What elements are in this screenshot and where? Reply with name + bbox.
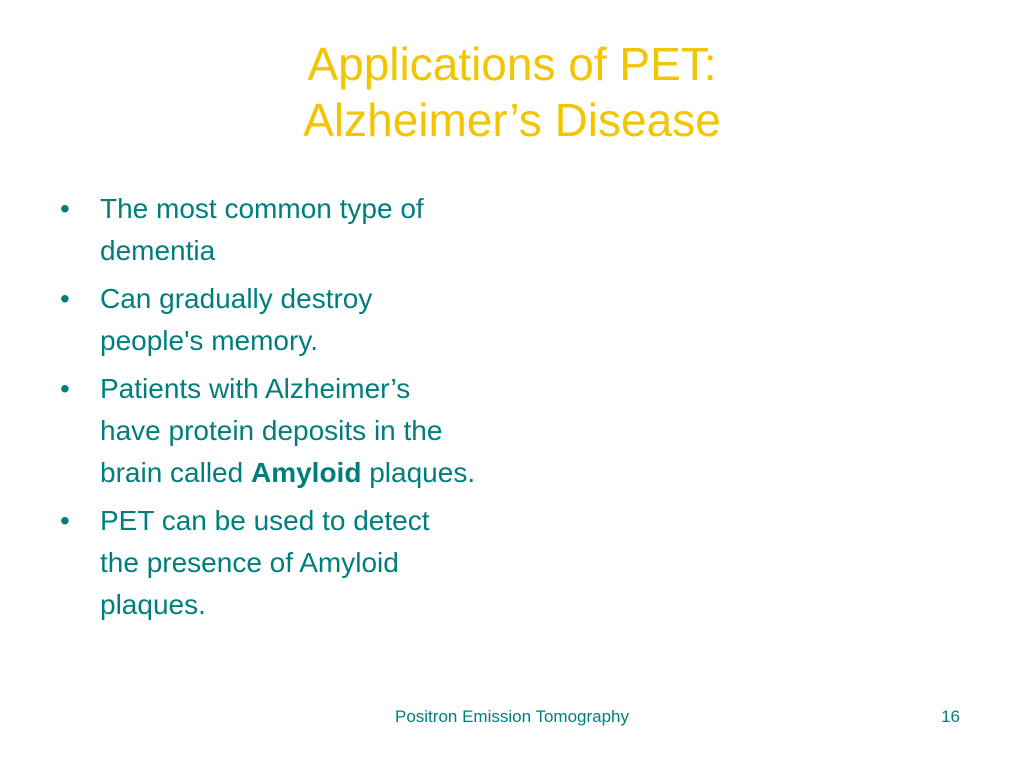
- bullet-dot-icon: •: [60, 505, 70, 536]
- bullet-item: [60, 188, 580, 272]
- bullet-item: [60, 368, 580, 494]
- bullet-dot-icon: •: [60, 193, 70, 224]
- title-line-1: Applications of PET:: [307, 38, 717, 90]
- bullet-text-line: have protein deposits in the: [100, 415, 443, 446]
- slide-footer: Positron Emission Tomography: [394, 707, 629, 726]
- bullet-list: [60, 188, 580, 632]
- bullet-text-line: dementia: [100, 235, 216, 266]
- bullet-text-line: PET can be used to detect: [100, 505, 430, 536]
- bullet-text-segment: brain called: [100, 457, 251, 488]
- bullet-text-line: the presence of Amyloid: [100, 547, 399, 578]
- bullet-text-line: plaques.: [100, 589, 206, 620]
- slide-title: [0, 36, 1024, 148]
- bullet-text-line: [100, 452, 580, 494]
- bullet-text-line: Can gradually destroy: [100, 283, 373, 314]
- bullet-dot-icon: •: [60, 283, 70, 314]
- bullet-item: [60, 500, 580, 626]
- bullet-text-line: The most common type of: [100, 193, 424, 224]
- title-line-2: Alzheimer’s Disease: [303, 94, 721, 146]
- bullet-bold-term: Amyloid: [250, 457, 362, 488]
- bullet-text-line: Patients with Alzheimer’s: [100, 373, 411, 404]
- bullet-text-line: people's memory.: [100, 325, 319, 356]
- bullet-dot-icon: •: [60, 373, 70, 404]
- bullet-text-segment: plaques.: [361, 457, 476, 488]
- bullet-item: [60, 278, 580, 362]
- page-number: 16: [941, 707, 960, 726]
